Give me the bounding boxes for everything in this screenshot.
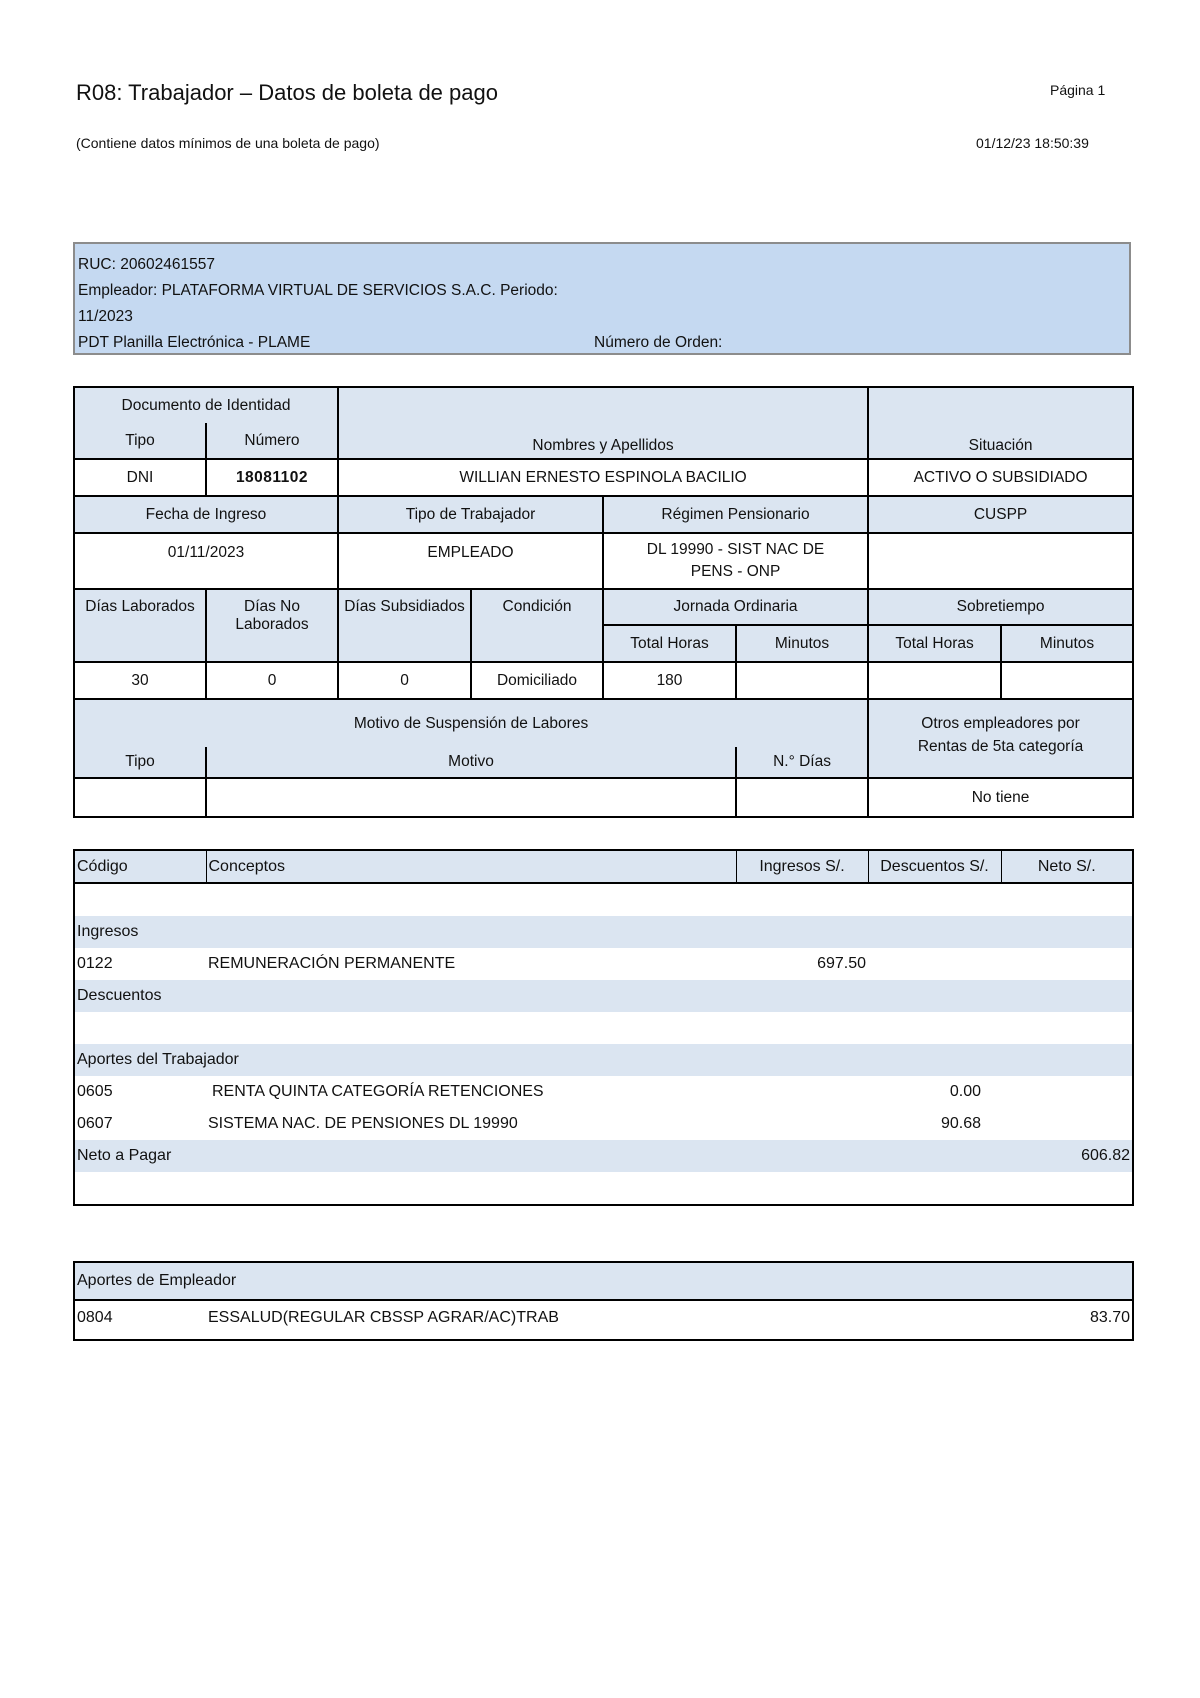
row-codigo: 0122 <box>77 955 113 972</box>
susp-dias-header: N.° Días <box>736 747 868 778</box>
row-concepto: REMUNERACIÓN PERMANENTE <box>208 955 456 972</box>
motivo-suspension-header: Motivo de Suspensión de Labores <box>74 699 868 747</box>
aportes-trabajador-label: Aportes del Trabajador <box>74 1044 1133 1076</box>
jornada-horas-value: 180 <box>603 662 736 699</box>
ingresos-header: Ingresos S/. <box>736 850 868 883</box>
nombres-header: Nombres y Apellidos <box>338 387 868 459</box>
susp-motivo-value <box>206 778 736 817</box>
row-concepto: SISTEMA NAC. DE PENSIONES DL 19990 <box>208 1115 518 1132</box>
nombre-value: WILLIAN ERNESTO ESPINOLA BACILIO <box>338 459 868 496</box>
situacion-value: ACTIVO O SUBSIDIADO <box>868 459 1133 496</box>
ingresos-section <box>74 916 1133 948</box>
jornada-minutos-value <box>736 662 868 699</box>
ruc: RUC: 20602461557 <box>78 256 216 273</box>
empleador: Empleador: PLATAFORMA VIRTUAL DE SERVICIOS S.A.C. Periodo: <box>78 282 558 299</box>
regimen-value: DL 19990 - SIST NAC DE PENS - ONP <box>603 533 868 589</box>
row-codigo: 0605 <box>77 1083 113 1100</box>
cuspp-value <box>868 533 1133 589</box>
situacion-header: Situación <box>868 387 1133 459</box>
row-descuento: 90.68 <box>940 1115 981 1132</box>
dias-subsidiados-value: 0 <box>338 662 471 699</box>
dias-no-laborados-value: 0 <box>206 662 338 699</box>
row-descuento: 0.00 <box>949 1083 981 1100</box>
row-codigo: 0804 <box>77 1309 113 1326</box>
row-concepto: ESSALUD(REGULAR CBSSP AGRAR/AC)TRAB <box>208 1309 559 1326</box>
tipo-trabajador-value: EMPLEADO <box>338 533 603 589</box>
dias-subsidiados-header: Días Subsidiados <box>338 589 471 662</box>
numero-orden: Número de Orden: <box>594 334 723 351</box>
condicion-header: Condición <box>471 589 603 662</box>
aportes-empleador-header: Aportes de Empleador <box>74 1262 1133 1300</box>
periodo: 11/2023 <box>78 308 133 325</box>
table-row <box>74 948 1133 980</box>
neto-row <box>74 1140 1133 1172</box>
susp-motivo-header: Motivo <box>206 747 736 778</box>
jornada-horas-header: Total Horas <box>603 625 736 662</box>
sobre-minutos-value <box>1001 662 1133 699</box>
dias-no-laborados-header: Días No Laborados <box>206 589 338 662</box>
blank-row <box>74 1172 1133 1205</box>
employer-header <box>73 242 1131 355</box>
regimen-header: Régimen Pensionario <box>603 496 868 533</box>
conceptos-table <box>73 849 1134 1206</box>
tipo-trabajador-header: Tipo de Trabajador <box>338 496 603 533</box>
aportes-trabajador-section <box>74 1044 1133 1076</box>
doc-numero-header: Número <box>206 423 338 459</box>
report-title: R08: Trabajador – Datos de boleta de pago <box>76 80 498 105</box>
page-number: Página 1 <box>1050 82 1106 98</box>
sobretiempo-header: Sobretiempo <box>868 589 1133 625</box>
dias-laborados-value: 30 <box>74 662 206 699</box>
row-ingreso: 697.50 <box>817 955 866 972</box>
otros-empleadores-value: No tiene <box>868 778 1133 817</box>
doc-tipo-value: DNI <box>74 459 206 496</box>
neto-header: Neto S/. <box>1001 850 1133 883</box>
row-concepto: RENTA QUINTA CATEGORÍA RETENCIONES <box>212 1083 544 1100</box>
condicion-value: Domiciliado <box>471 662 603 699</box>
jornada-header: Jornada Ordinaria <box>603 589 868 625</box>
fecha-ingreso-header: Fecha de Ingreso <box>74 496 338 533</box>
table-row <box>74 1076 1133 1108</box>
jornada-minutos-header: Minutos <box>736 625 868 662</box>
sobre-minutos-header: Minutos <box>1001 625 1133 662</box>
report-datetime: 01/12/23 18:50:39 <box>976 135 1089 151</box>
susp-tipo-header: Tipo <box>74 747 206 778</box>
report-subtitle: (Contiene datos mínimos de una boleta de pago) <box>76 135 380 151</box>
descuentos-section <box>74 980 1133 1012</box>
doc-tipo-header: Tipo <box>74 423 206 459</box>
table-row <box>74 1108 1133 1140</box>
susp-dias-value <box>736 778 868 817</box>
row-codigo: 0607 <box>77 1115 113 1132</box>
neto-value: 606.82 <box>1001 1140 1133 1172</box>
row-monto: 83.70 <box>1089 1309 1131 1326</box>
otros-empleadores-header: Otros empleadores por Rentas de 5ta categoría <box>868 699 1133 778</box>
worker-table <box>73 386 1134 818</box>
dias-laborados-header: Días Laborados <box>74 589 206 662</box>
pdt-label: PDT Planilla Electrónica - PLAME <box>78 334 311 351</box>
fecha-ingreso-value: 01/11/2023 <box>74 533 338 589</box>
descuentos-label: Descuentos <box>74 980 1133 1012</box>
codigo-header: Código <box>74 850 206 883</box>
aportes-empleador-table <box>73 1261 1134 1341</box>
sobre-horas-value <box>868 662 1001 699</box>
cuspp-header: CUSPP <box>868 496 1133 533</box>
doc-identidad-header: Documento de Identidad <box>74 387 338 423</box>
table-row <box>74 1300 1133 1340</box>
ingresos-label: Ingresos <box>74 916 1133 948</box>
neto-label: Neto a Pagar <box>74 1140 1001 1172</box>
blank-row <box>74 883 1133 916</box>
susp-tipo-value <box>74 778 206 817</box>
blank-row <box>74 1012 1133 1044</box>
sobre-horas-header: Total Horas <box>868 625 1001 662</box>
conceptos-header: Conceptos <box>206 850 736 883</box>
descuentos-header: Descuentos S/. <box>868 850 1001 883</box>
doc-numero-value: 18081102 <box>206 459 338 496</box>
